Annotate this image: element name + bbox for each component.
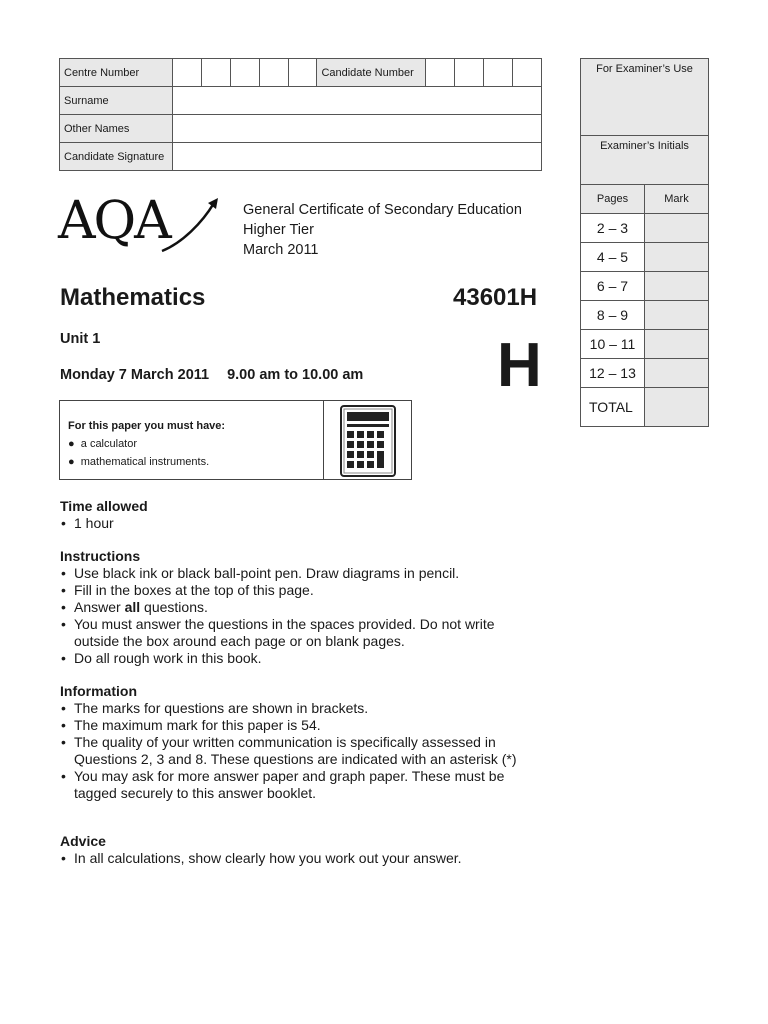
- centre-number-cell[interactable]: [259, 59, 288, 87]
- exam-time: 9.00 am to 10.00 am: [227, 367, 364, 383]
- list-item: • You may ask for more answer paper and graph paper. These must be tagged securely to this answer booklet.: [60, 768, 530, 802]
- list-item: • Fill in the boxes at the top of this page.: [60, 582, 530, 599]
- calculator-icon: [324, 401, 413, 479]
- surname-label: Surname: [60, 87, 173, 115]
- candidate-details-table: [59, 58, 542, 171]
- unit-label: Unit 1: [60, 331, 101, 347]
- other-names-field[interactable]: [172, 115, 541, 143]
- certificate-info: [243, 200, 522, 260]
- swoosh-arrow-icon: [158, 195, 222, 255]
- tier-name: Higher Tier: [243, 222, 314, 238]
- candidate-number-cell[interactable]: [484, 59, 513, 87]
- list-item: • You must answer the questions in the spaces provided. Do not write outside the box around each page or on blank pages.: [60, 616, 530, 650]
- candidate-number-cell[interactable]: [455, 59, 484, 87]
- list-item: • Do all rough work in this book.: [60, 650, 530, 667]
- instructions-heading: Instructions: [60, 548, 141, 564]
- session: March 2011: [243, 242, 319, 258]
- examiner-use-table: [580, 58, 709, 427]
- pages-cell: 6 – 7: [581, 272, 645, 301]
- list-item: • The maximum mark for this paper is 54.: [60, 717, 530, 734]
- time-allowed-heading: Time allowed: [60, 498, 148, 514]
- list-item: • The marks for questions are shown in brackets.: [60, 700, 530, 717]
- candidate-number-cell[interactable]: [513, 59, 542, 87]
- pages-cell: 4 – 5: [581, 243, 645, 272]
- examiner-initials-label: Examiner’s Initials: [581, 136, 709, 185]
- list-item: • In all calculations, show clearly how you work out your answer.: [60, 850, 530, 867]
- aqa-logo: [58, 191, 220, 257]
- advice-heading: Advice: [60, 833, 106, 849]
- mark-cell[interactable]: [645, 214, 709, 243]
- paper-code: 43601H: [453, 284, 538, 311]
- exam-date: Monday 7 March 2011: [60, 367, 210, 383]
- pages-cell: 2 – 3: [581, 214, 645, 243]
- materials-item: ● a calculator: [68, 438, 138, 450]
- surname-field[interactable]: [172, 87, 541, 115]
- centre-number-cell[interactable]: [288, 59, 317, 87]
- candidate-signature-label: Candidate Signature: [60, 143, 173, 171]
- pages-cell: 12 – 13: [581, 359, 645, 388]
- pages-cell: 10 – 11: [581, 330, 645, 359]
- list-item: • Use black ink or black ball-point pen. Draw diagrams in pencil.: [60, 565, 530, 582]
- mark-cell[interactable]: [645, 301, 709, 330]
- mark-cell[interactable]: [645, 359, 709, 388]
- list-item: • Answer all questions.: [60, 599, 530, 616]
- materials-box: [59, 400, 412, 480]
- mark-cell[interactable]: [645, 272, 709, 301]
- centre-number-cell[interactable]: [201, 59, 230, 87]
- mark-cell[interactable]: [645, 243, 709, 272]
- materials-item: ● mathematical instruments.: [68, 456, 210, 468]
- pages-cell: 8 – 9: [581, 301, 645, 330]
- subject-title: Mathematics: [60, 284, 206, 311]
- mark-column-header: Mark: [645, 185, 709, 214]
- pages-column-header: Pages: [581, 185, 645, 214]
- centre-number-label: Centre Number: [60, 59, 173, 87]
- total-mark-cell[interactable]: [645, 388, 709, 427]
- mark-cell[interactable]: [645, 330, 709, 359]
- exam-date-time: [60, 367, 363, 383]
- information-heading: Information: [60, 683, 137, 699]
- aqa-logo-text: AQA: [58, 191, 170, 251]
- centre-number-cell[interactable]: [230, 59, 259, 87]
- examiner-use-heading: For Examiner’s Use: [581, 59, 709, 136]
- candidate-number-label: Candidate Number: [317, 59, 426, 87]
- calculator-box: [323, 401, 413, 479]
- list-item: • The quality of your written communication is specifically assessed in Questions 2, 3 and 8. These questions are indicated with an asterisk (*): [60, 734, 530, 768]
- materials-heading: For this paper you must have:: [68, 420, 226, 432]
- time-allowed-section: [60, 498, 148, 532]
- total-label: TOTAL: [581, 388, 645, 427]
- advice-section: [60, 833, 530, 867]
- information-section: [60, 683, 530, 802]
- candidate-number-cell[interactable]: [426, 59, 455, 87]
- tier-letter: H: [497, 331, 542, 400]
- instructions-section: [60, 548, 530, 667]
- centre-number-cell[interactable]: [172, 59, 201, 87]
- certificate-name: General Certificate of Secondary Education: [243, 202, 522, 218]
- other-names-label: Other Names: [60, 115, 173, 143]
- list-item: • 1 hour: [60, 515, 148, 532]
- candidate-signature-field[interactable]: [172, 143, 541, 171]
